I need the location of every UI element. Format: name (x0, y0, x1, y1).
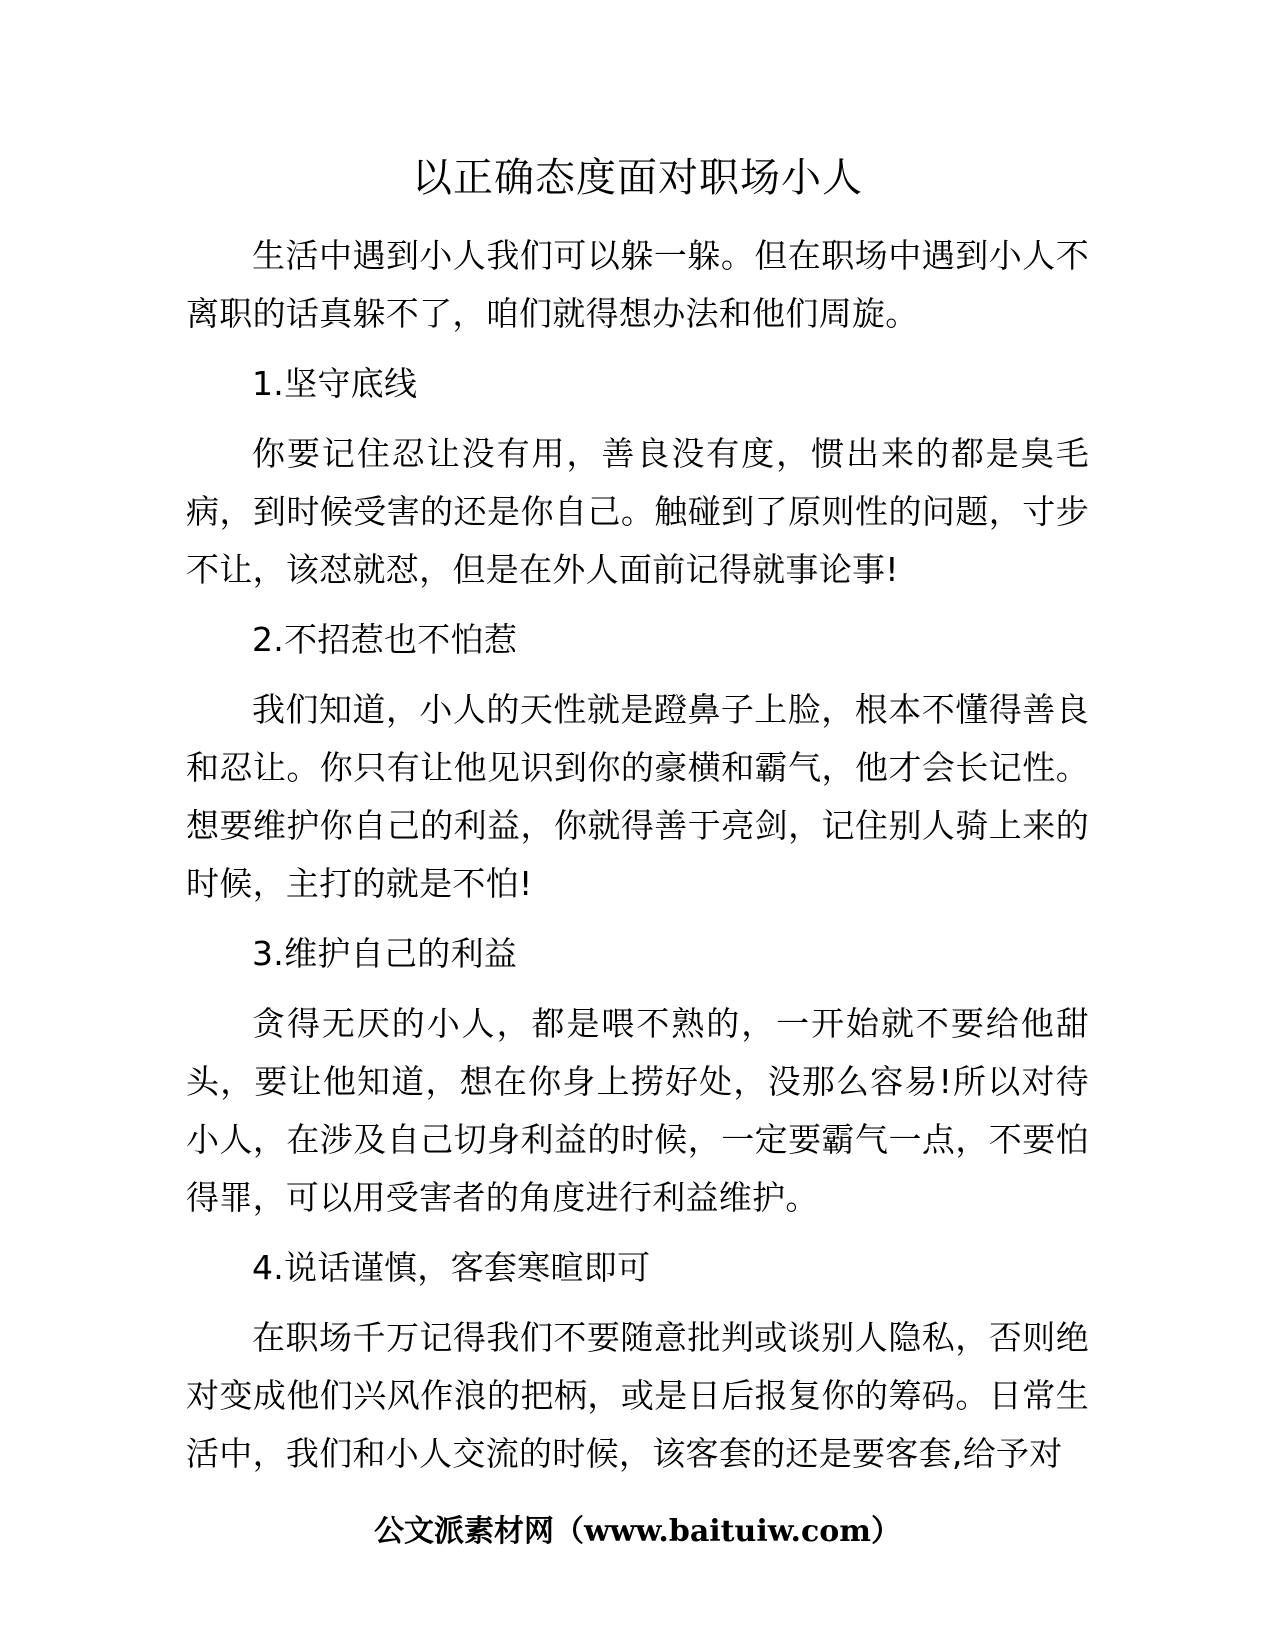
section-heading-2: 2.不招惹也不怕惹 (252, 620, 518, 659)
section-heading-1: 1.坚守底线 (252, 364, 418, 403)
section-heading-4: 4.说话谨慎，客套寒暄即可 (252, 1248, 651, 1287)
section-paragraph-4: 在职场千万记得我们不要随意批判或谈别人隐私，否则绝对变成他们兴风作浪的把柄，或是日后报复你的筹码。日常生活中，我们和小人交流的时候，该客套的还是要客套,给予对 (186, 1318, 1089, 1473)
page-footer: 公文派素材网（www.baituiw.com） (373, 1514, 902, 1549)
section-paragraph-1: 你要记住忍让没有用，善良没有度，惯出来的都是臭毛病，到时候受害的还是你自己。触碰到了原则性的问题，寸步不让，该怼就怼，但是在外人面前记得就事论事! (186, 434, 1089, 589)
document-body (186, 227, 1089, 1495)
section-heading-3: 3.维护自己的利益 (252, 934, 518, 973)
document-title: 以正确态度面对职场小人 (412, 155, 863, 201)
intro-paragraph: 生活中遇到小人我们可以躲一躲。但在职场中遇到小人不离职的话真躲不了，咱们就得想办法和他们周旋。 (186, 236, 1089, 333)
section-paragraph-2: 我们知道，小人的天性就是蹬鼻子上脸，根本不懂得善良和忍让。你只有让他见识到你的豪横和霸气，他才会长记性。想要维护你自己的利益，你就得善于亮剑，记住别人骑上来的时候，主打的就是不怕! (186, 690, 1089, 903)
section-paragraph-3: 贪得无厌的小人，都是喂不熟的，一开始就不要给他甜头，要让他知道，想在你身上捞好处，没那么容易!所以对待小人，在涉及自己切身利益的时候，一定要霸气一点，不要怕得罪，可以用受害者的角度进行利益维护。 (186, 1004, 1089, 1217)
